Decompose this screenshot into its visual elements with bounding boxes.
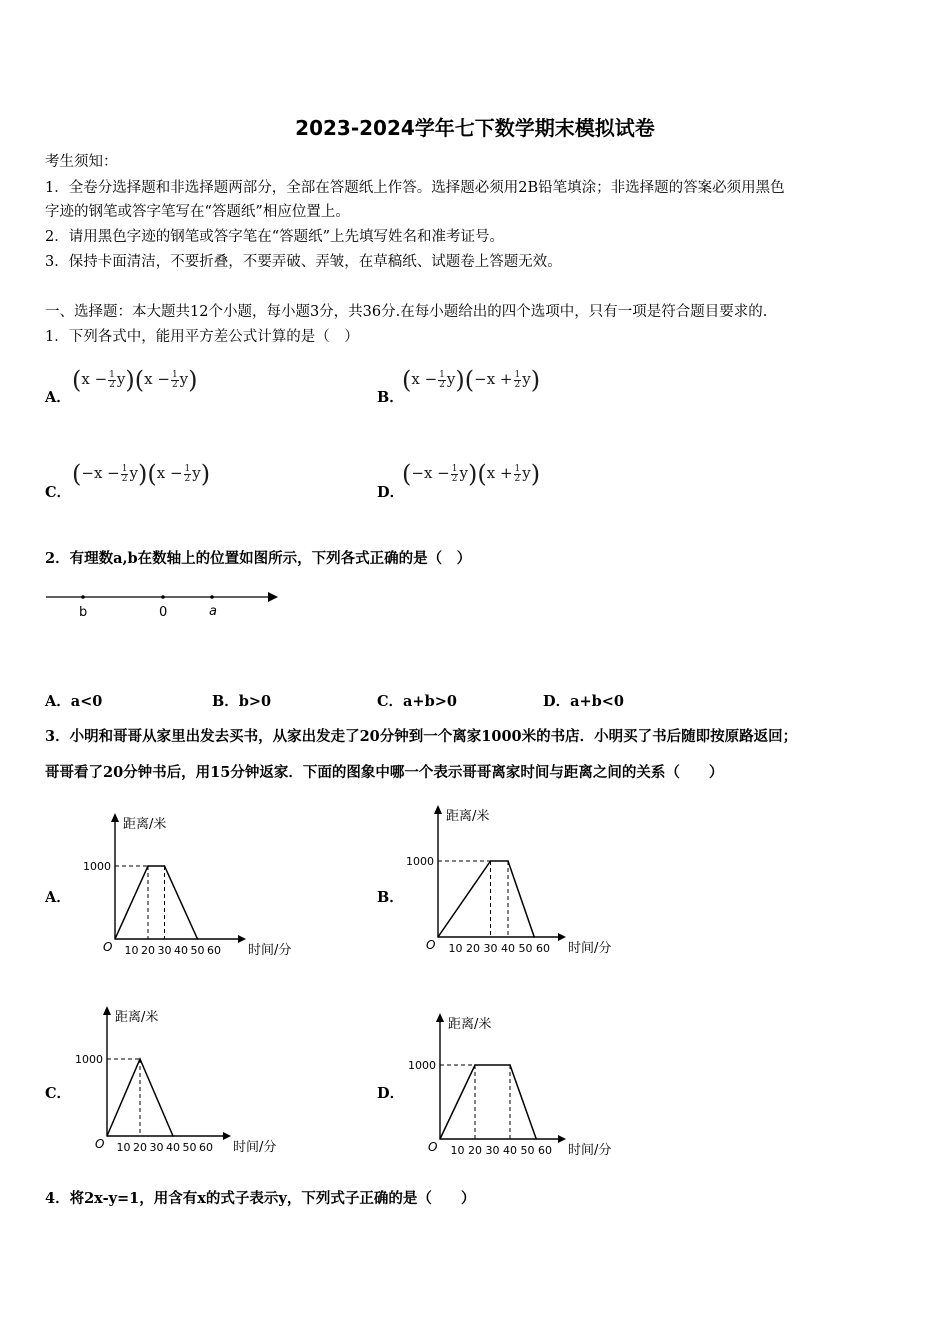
x-tick-20: 20	[468, 1144, 482, 1157]
q3-graph-d[interactable]	[400, 1008, 610, 1160]
x-tick-30: 30	[483, 942, 498, 955]
data-point-0	[106, 1135, 108, 1137]
x-axis-arrow	[238, 935, 246, 943]
origin-label: O	[95, 1137, 105, 1151]
x-tick-40: 40	[501, 942, 515, 955]
q1-option-a-expression[interactable]: (x − $\frac{1}{2}$ y)(x − $\frac{1}{2}$ y)	[72, 366, 198, 394]
q1-option-d-label[interactable]: D．	[377, 484, 405, 501]
x-tick-40: 40	[503, 1144, 517, 1157]
q3-option-c-label[interactable]: C．	[45, 1085, 72, 1102]
data-point-40	[509, 1064, 511, 1066]
y-axis-arrow	[436, 1013, 444, 1022]
x-tick-50: 50	[182, 1141, 197, 1154]
data-point-20	[147, 865, 149, 867]
x-tick-10: 10	[448, 942, 463, 955]
x-axis-arrow	[223, 1132, 231, 1140]
data-point-20	[474, 1064, 476, 1066]
q2-option-a[interactable]: A．a<0	[45, 693, 103, 710]
x-tick-20: 20	[466, 942, 480, 955]
question-4-stem: 4．将2x-y=1，用含有x的式子表示y，下列式子正确的是（ ）	[45, 1190, 476, 1207]
notice-item-3: 3．保持卡面清洁，不要折叠，不要弄破、弄皱，在草稿纸、试题卷上答题无效。	[45, 254, 562, 270]
q1-option-d-expression[interactable]: (−x − $\frac{1}{2}$ y)(x + $\frac{1}{2}$ y)	[402, 460, 541, 488]
distance-line	[440, 1065, 536, 1139]
x-tick-30: 30	[157, 944, 172, 957]
y-axis-label: 距离/米	[123, 817, 167, 832]
origin-label: O	[426, 938, 436, 952]
notice-item-2: 2．请用黑色字迹的钢笔或答字笔在“答题纸”上先填写姓名和准考证号。	[45, 229, 505, 245]
q1-option-c-expression[interactable]: (−x − $\frac{1}{2}$ y)(x − $\frac{1}{2}$ y)	[72, 460, 211, 488]
question-3-stem-line-2: 哥哥看了20分钟书后，用15分钟返家．下面的图象中哪一个表示哥哥离家时间与距离之间的关系（ ）	[45, 764, 724, 781]
x-axis-label: 时间/分	[568, 1143, 612, 1158]
x-tick-50: 50	[518, 942, 533, 955]
x-tick-10: 10	[116, 1141, 131, 1154]
y-tick-1000: 1000	[406, 855, 434, 868]
y-axis-arrow	[434, 805, 442, 814]
data-point-0	[437, 936, 439, 938]
page-title: 2023-2024学年七下数学期末模拟试卷	[295, 116, 655, 140]
q3-graph-c[interactable]	[75, 1003, 285, 1158]
q2-option-b[interactable]: B．b>0	[212, 693, 272, 710]
x-tick-30: 30	[149, 1141, 164, 1154]
q3-option-d-label[interactable]: D．	[377, 1085, 405, 1102]
q3-option-b-label[interactable]: B．	[377, 889, 404, 906]
data-point-40	[507, 860, 509, 862]
q1-option-c-label[interactable]: C．	[45, 484, 72, 501]
y-axis-label: 距离/米	[115, 1010, 159, 1025]
notice-item-1-line-2: 字迹的钢笔或答字笔写在“答题纸”相应位置上。	[45, 204, 350, 220]
x-tick-20: 20	[133, 1141, 147, 1154]
x-axis-arrow	[558, 1135, 566, 1143]
y-axis-label: 距离/米	[446, 809, 490, 824]
distance-line	[438, 861, 534, 937]
question-1-stem: 1．下列各式中，能用平方差公式计算的是（ ）	[45, 329, 359, 345]
x-tick-60: 60	[538, 1144, 552, 1157]
point-b-dot	[81, 595, 85, 599]
data-point-55	[535, 1138, 537, 1140]
question-2-stem: 2．有理数a,b在数轴上的位置如图所示，下列各式正确的是（ ）	[45, 550, 472, 567]
data-point-30	[164, 865, 166, 867]
data-point-40	[172, 1135, 174, 1137]
data-point-50	[197, 938, 199, 940]
q1-option-b-label[interactable]: B．	[377, 389, 404, 406]
data-point-30	[490, 860, 492, 862]
q1-option-b-expression[interactable]: (x − $\frac{1}{2}$ y)(−x + $\frac{1}{2}$ y)	[402, 366, 541, 394]
point-b-label: b	[79, 605, 88, 620]
distance-line	[115, 866, 198, 939]
x-axis-label: 时间/分	[568, 941, 612, 956]
question-3-stem-line-1: 3．小明和哥哥从家里出发去买书，从家出发走了20分钟到一个离家1000米的书店．小明买了书后随即按原路返回；	[45, 728, 798, 745]
x-axis-arrow	[558, 933, 566, 941]
notice-item-1-line-1: 1．全卷分选择题和非选择题两部分，全部在答题纸上作答。选择题必须用2B铅笔填涂；非选择题的答案必须用黑色	[45, 180, 785, 196]
point-zero-label: 0	[159, 605, 168, 620]
x-tick-60: 60	[536, 942, 550, 955]
x-tick-40: 40	[166, 1141, 180, 1154]
notice-heading: 考生须知：	[45, 154, 118, 170]
point-a-label: a	[209, 604, 217, 619]
section-heading: 一、选择题：本大题共12个小题，每小题3分，共36分.在每小题给出的四个选项中，只有一项是符合题目要求的.	[45, 304, 768, 320]
x-axis-label: 时间/分	[233, 1140, 277, 1155]
x-tick-50: 50	[520, 1144, 535, 1157]
y-tick-1000: 1000	[75, 1053, 103, 1066]
y-tick-1000: 1000	[83, 860, 111, 873]
y-axis-arrow	[111, 813, 119, 822]
x-tick-50: 50	[190, 944, 205, 957]
origin-label: O	[428, 1140, 438, 1154]
point-zero-dot	[161, 595, 165, 599]
q2-option-d[interactable]: D．a+b<0	[543, 693, 624, 710]
x-tick-20: 20	[141, 944, 155, 957]
x-tick-40: 40	[174, 944, 188, 957]
data-point-0	[114, 938, 116, 940]
y-axis-arrow	[103, 1006, 111, 1015]
x-tick-30: 30	[485, 1144, 500, 1157]
y-tick-1000: 1000	[408, 1059, 436, 1072]
point-a-dot	[210, 595, 214, 599]
number-line-arrow	[268, 592, 278, 602]
q3-graph-b[interactable]	[400, 800, 610, 960]
x-axis-label: 时间/分	[248, 943, 292, 958]
data-point-20	[139, 1058, 141, 1060]
origin-label: O	[103, 940, 113, 954]
x-tick-60: 60	[199, 1141, 213, 1154]
number-line-figure	[40, 585, 290, 625]
q3-graph-a[interactable]	[83, 808, 292, 963]
q3-option-a-label[interactable]: A．	[45, 889, 71, 906]
q2-option-c[interactable]: C．a+b>0	[377, 693, 457, 710]
data-point-0	[439, 1138, 441, 1140]
x-tick-10: 10	[124, 944, 139, 957]
x-tick-60: 60	[207, 944, 221, 957]
x-tick-10: 10	[450, 1144, 465, 1157]
y-axis-label: 距离/米	[448, 1017, 492, 1032]
data-point-55	[533, 936, 535, 938]
q1-option-a-label[interactable]: A．	[45, 389, 71, 406]
